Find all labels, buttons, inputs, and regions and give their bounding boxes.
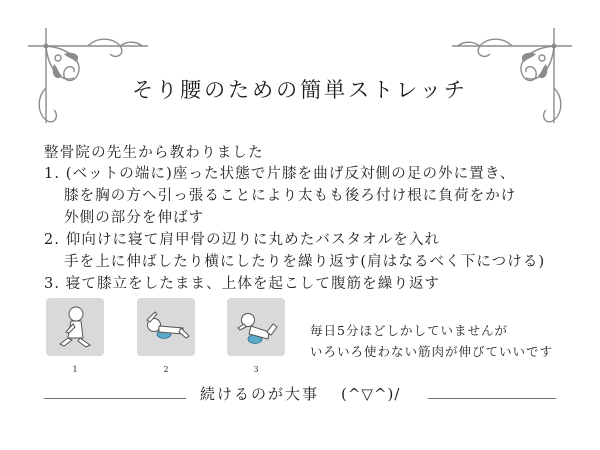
lying-towel-figure-icon bbox=[137, 298, 195, 356]
step-1-line-2: 膝を胸の方へ引っ張ることにより太もも後ろ付け根に負荷をかけ bbox=[64, 188, 517, 204]
footer-divider-right bbox=[428, 398, 556, 399]
illustration-2 bbox=[137, 298, 195, 356]
illustration-1-number: 1 bbox=[72, 365, 78, 374]
footer-text: 続けるのが大事 bbox=[200, 385, 320, 403]
step-1-line-1: 1. (ベットの端に)座った状態で片膝を曲げ反対側の足の外に置き、 bbox=[44, 166, 516, 182]
step-2-line-1: 2. 仰向けに寝て肩甲骨の辺りに丸めたバスタオルを入れ bbox=[44, 232, 441, 248]
seated-stretch-figure-icon bbox=[46, 298, 104, 356]
steps-list bbox=[44, 163, 545, 295]
intro-text: 整骨院の先生から教わりました bbox=[44, 145, 264, 161]
note-line-2: いろいろ使わない筋肉が伸びていいです bbox=[310, 344, 554, 359]
step-2 bbox=[44, 229, 545, 273]
footer-message bbox=[200, 383, 400, 404]
illustration-3 bbox=[227, 298, 285, 356]
footer-emoticon: (^▽^)/ bbox=[341, 385, 401, 403]
note-line-1: 毎日5分ほどしかしていませんが bbox=[310, 323, 508, 338]
situp-figure-icon bbox=[227, 298, 285, 356]
step-1 bbox=[44, 163, 545, 229]
step-2-line-2: 手を上に伸ばしたり横にしたりを繰り返す(肩はなるべく下につける) bbox=[64, 254, 546, 270]
illustration-3-number: 3 bbox=[253, 365, 259, 374]
step-3 bbox=[44, 273, 545, 295]
illustration-2-number: 2 bbox=[163, 365, 169, 374]
page-title: そり腰のための簡単ストレッチ bbox=[132, 78, 468, 102]
step-1-line-3: 外側の部分を伸ばす bbox=[64, 210, 205, 226]
illustration-1 bbox=[46, 298, 104, 356]
footer-divider-left bbox=[44, 398, 186, 399]
step-3-line-1: 3. 寝て膝立をしたまま、上体を起こして腹筋を繰り返す bbox=[44, 276, 441, 292]
